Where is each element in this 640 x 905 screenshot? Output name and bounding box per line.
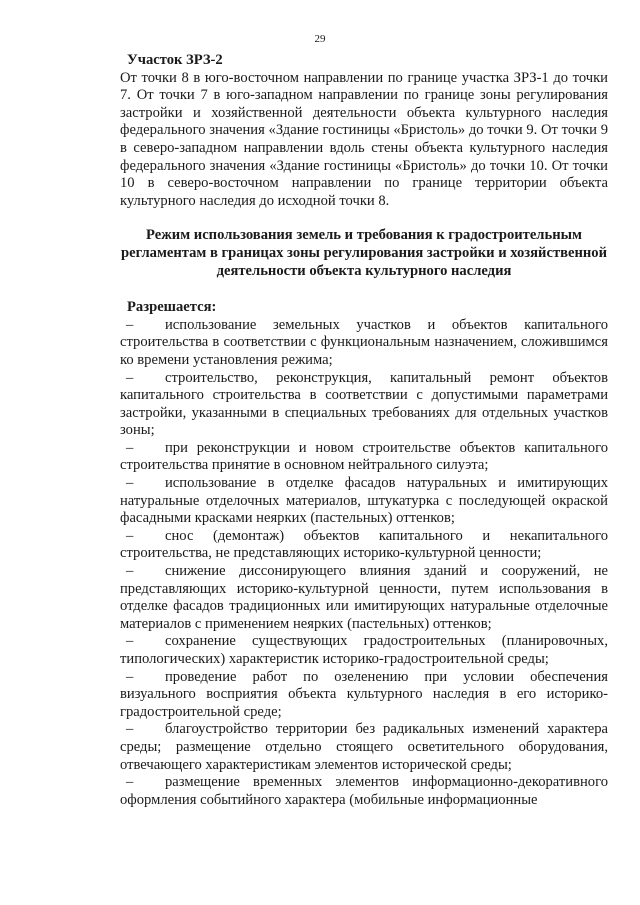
- section-paragraph: От точки 8 в юго-восточном направлении по границе участка ЗРЗ-1 до точки 7. От точки 7 в юго-западном направлении по границе зоны регулирования застройки и хозяйственной деятельности объекта культурного наследия федерального значения «Здание гостиницы «Бристоль» до точки 9. От точки 9 в северо-западном направлении вдоль стены объекта культурного наследия федерального значения «Здание гостиницы «Бристоль» до точки 10. От точки 10 в северо-восточном направлении по границе территории объекта культурного наследия до исходной точки 8.: [120, 69, 608, 209]
- section-heading: Участок ЗРЗ-2: [127, 52, 223, 68]
- list-item-text: снос (демонтаж) объектов капитального и некапитального строительства, не представляющих историко-культурной ценности;: [120, 527, 608, 562]
- list-dash: –: [126, 369, 134, 386]
- list-item: [120, 370, 608, 440]
- list-item: [120, 563, 608, 633]
- list-dash: –: [126, 439, 134, 456]
- page-content: [120, 52, 608, 809]
- allowed-list: [120, 317, 608, 810]
- list-dash: –: [126, 563, 134, 580]
- list-item: [120, 774, 608, 809]
- list-item-text: снижение диссонирующего влияния зданий и сооружений, не представляющих историко-культурной ценности, путем использования в отделке фасадов традиционных или имитирующих натуральные отделочные материалов с применением неярких (пастельных) оттенков;: [120, 563, 608, 632]
- list-item-text: при реконструкции и новом строительстве объектов капитального строительства принятие в основном нейтрального силуэта;: [120, 439, 608, 474]
- list-item-text: строительство, реконструкция, капитальный ремонт объектов капитального строительства в соответствии с допустимыми параметрами застройки, указанными в специальных требованиях для отдельных участков зоны;: [120, 369, 608, 439]
- list-dash: –: [126, 774, 134, 791]
- list-dash: –: [126, 527, 134, 544]
- list-item-text: сохранение существующих градостроительных (планировочных, типологических) характеристик историко-градостроительной среды;: [120, 633, 608, 667]
- list-dash: –: [126, 721, 134, 738]
- list-item: [120, 528, 608, 563]
- list-item-text: использование в отделке фасадов натуральных и имитирующих натуральные отделочных материалов, штукатурка с последующей окраской фасадными красками неярких (пастельных) оттенков;: [120, 475, 608, 527]
- list-dash: –: [126, 475, 134, 492]
- list-item: [120, 721, 608, 774]
- list-item-text: проведение работ по озеленению при условии обеспечения визуального восприятия объекта культурного наследия в его историко-градостроительной среде;: [120, 668, 608, 720]
- page-number: 29: [314, 33, 326, 45]
- list-dash: –: [126, 316, 134, 333]
- list-item: [120, 440, 608, 475]
- list-dash: –: [126, 668, 134, 685]
- regime-title: Режим использования земель и требования к градостроительным регламентам в границах зоны регулирования застройки и хозяйственной деятельности объекта культурного наследия: [121, 227, 607, 279]
- list-item: [120, 669, 608, 722]
- list-item-text: использование земельных участков и объектов капитального строительства в соответствии с функциональным назначением, сложившимся ко времени установления режима;: [120, 316, 608, 368]
- list-item: [120, 317, 608, 370]
- list-item: [120, 633, 608, 668]
- list-item-text: размещение временных элементов информационно-декоративного оформления событийного характера (мобильные информационные: [120, 774, 608, 808]
- list-dash: –: [126, 633, 134, 650]
- list-item: [120, 475, 608, 528]
- allowed-heading: Разрешается:: [127, 299, 217, 316]
- list-item-text: благоустройство территории без радикальных изменений характера среды; размещение отдельно стоящего осветительного оборудования, отвечающего характеристикам элементов исторической среды;: [120, 721, 608, 773]
